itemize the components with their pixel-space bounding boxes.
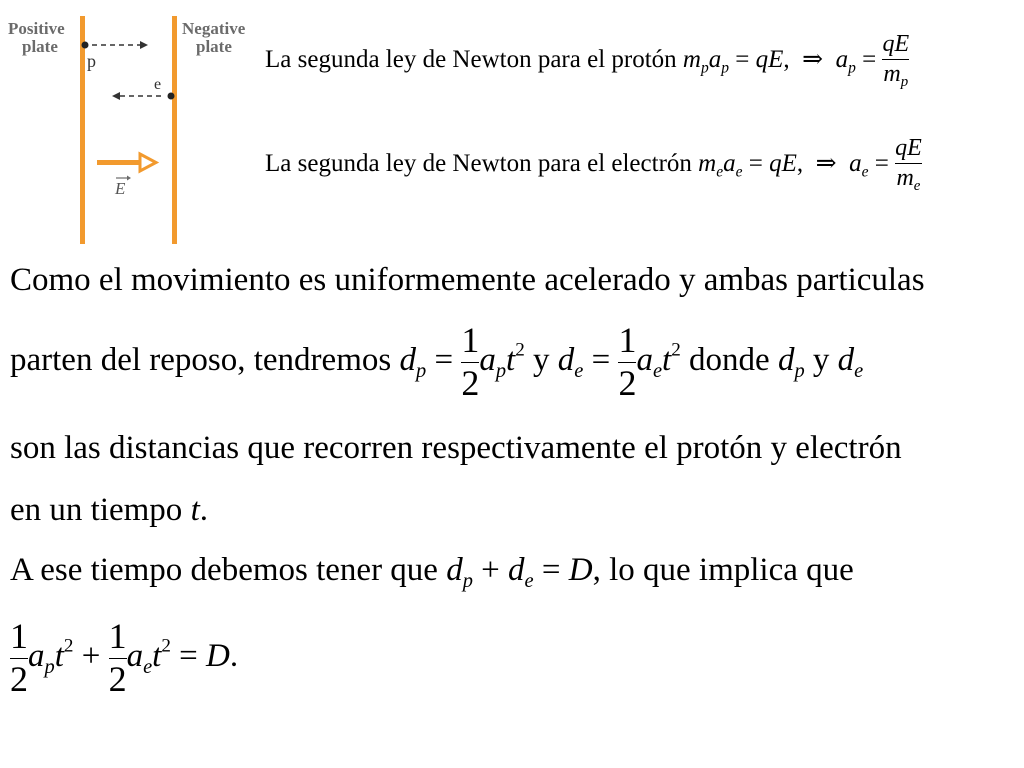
plates-diagram — [0, 0, 260, 248]
negative-plate — [172, 16, 177, 244]
newton-proton-line: La segunda ley de Newton para el protón $m_pa_p$ = qE, ⇒ $a_p$ = $\frac{qE}{m_p}$ — [265, 31, 910, 91]
proton-label: p — [87, 51, 96, 71]
paragraph-line-4: en un tiempo t. — [10, 492, 208, 528]
field-arrowhead-icon — [140, 154, 156, 171]
newton-electron-line: La segunda ley de Newton para el electrón $m_ea_e$ = qE, ⇒ $a_e$ = $\frac{qE}{m_e}$ — [265, 135, 922, 195]
paragraph-line-3: son las distancias que recorren respectivamente el protón y electrón — [10, 430, 902, 466]
electron-dot — [168, 93, 175, 100]
electron-label: e — [154, 76, 162, 93]
field-arrow-shaft — [97, 160, 141, 165]
final-equation: $\frac{1}{2}$ $a_pt^2$ + $\frac{1}{2}$ $a_et^2 = D$. — [10, 616, 239, 699]
paragraph-line-2: parten del reposo, tendremos $d_p$ = $\frac{1}{2}$ $a_pt^2$ y $d_e$ = $\frac{1}{2}$ $a_et^2$ donde $d_p$ y $d_e$ — [10, 320, 864, 403]
proton-arrowhead-icon — [140, 41, 148, 49]
positive-plate — [80, 16, 85, 244]
paragraph-line-1: Como el movimiento es uniformemente acelerado y ambas particulas — [10, 262, 925, 298]
field-label: E — [115, 179, 126, 198]
paragraph-line-5: A ese tiempo debemos tener que $d_p + d_e = D$, lo que implica que — [10, 552, 854, 593]
positive-plate-label: Positive plate — [8, 19, 65, 56]
newton-electron-text: La segunda ley de Newton para el electrón — [265, 150, 692, 178]
negative-plate-label: Negative plate — [182, 19, 246, 56]
proton-dot — [82, 42, 89, 49]
newton-proton-text: La segunda ley de Newton para el protón — [265, 46, 677, 74]
electron-arrowhead-icon — [112, 92, 120, 100]
